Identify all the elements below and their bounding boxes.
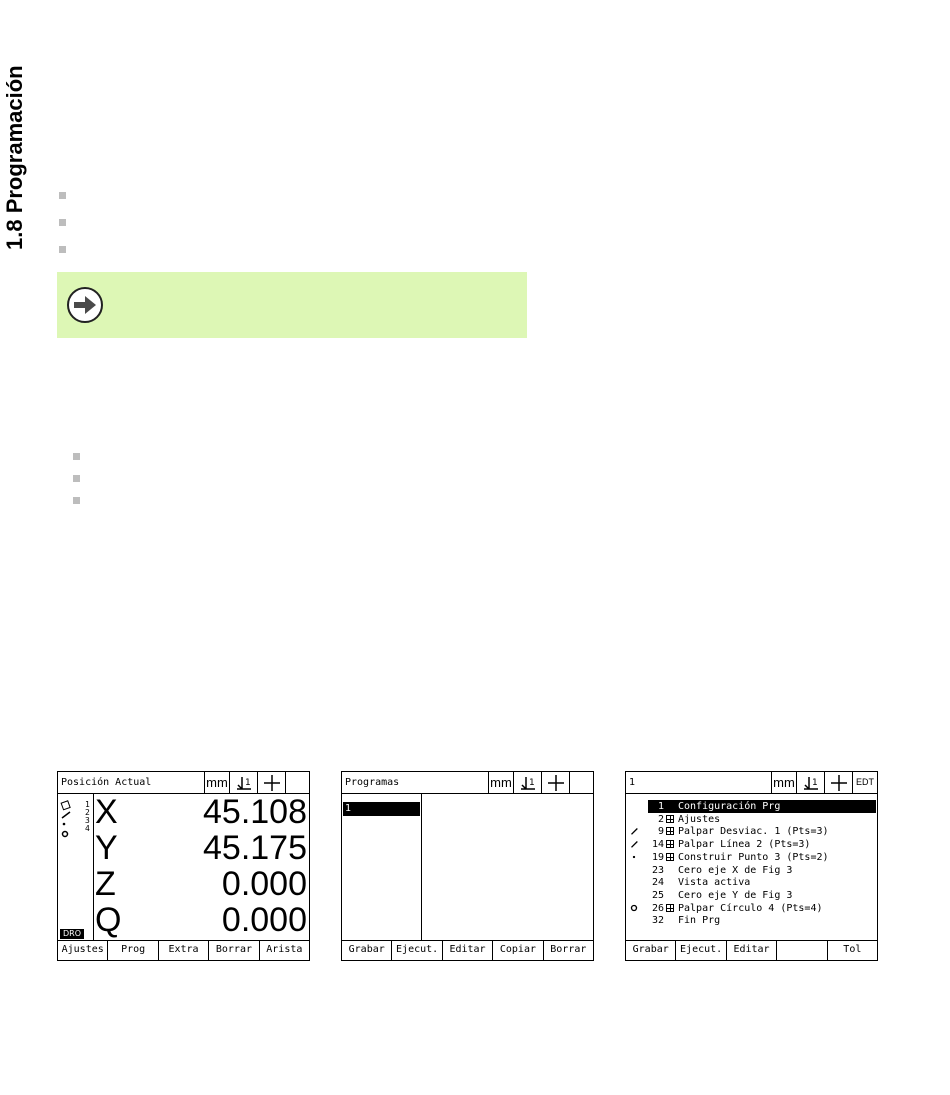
svg-text:1: 1 (528, 777, 535, 788)
step-number: 14 (651, 839, 664, 851)
list-bullet (73, 497, 80, 504)
feature-count: 1 (85, 800, 90, 809)
unit-indicator: mm (771, 772, 796, 793)
expand-icon[interactable] (666, 827, 674, 835)
feature-count-list (85, 801, 93, 833)
step-label: Palpar Círculo 4 (Pts=4) (678, 902, 823, 914)
svg-text:1: 1 (811, 777, 818, 788)
crosshair-icon (824, 772, 852, 793)
axis-value: 0.000 (221, 865, 307, 903)
softkey-grabar[interactable]: Grabar (632, 944, 669, 955)
program-list-item[interactable]: 1 (343, 802, 420, 816)
step-number: 9 (657, 826, 664, 838)
program-step[interactable] (626, 851, 877, 864)
list-bullet (59, 219, 66, 226)
step-label: Configuración Prg (678, 801, 781, 812)
program-step[interactable] (626, 838, 877, 851)
step-label: Construir Punto 3 (Pts=2) (678, 851, 829, 863)
softkey-arista[interactable]: Arista (259, 941, 309, 960)
softkey-extra[interactable]: Extra (158, 941, 208, 960)
svg-text:1: 1 (244, 777, 251, 788)
step-number: 19 (651, 851, 664, 863)
dro-screen (57, 771, 310, 961)
note-box (57, 272, 527, 338)
softkey-bar (58, 940, 309, 960)
list-bullet (59, 246, 66, 253)
expand-icon[interactable] (666, 840, 674, 848)
section-title-text: 1.8 Programación (2, 65, 27, 250)
unit-indicator: mm (204, 772, 229, 793)
softkey-borrar[interactable]: Borrar (208, 941, 258, 960)
step-label: Cero eje X de Fig 3 (678, 864, 793, 876)
step-number: 23 (651, 864, 664, 876)
crosshair-icon (257, 772, 285, 793)
feature-icons (60, 800, 74, 840)
softkey-blank[interactable] (776, 941, 826, 960)
softkey-editar[interactable]: Editar (442, 941, 492, 960)
program-step[interactable] (626, 876, 877, 889)
step-label: Cero eje Y de Fig 3 (678, 889, 793, 901)
softkey-tol[interactable]: Tol (827, 941, 877, 960)
list-bullet (73, 475, 80, 482)
softkey-bar (626, 940, 877, 960)
program-step[interactable] (626, 914, 877, 927)
step-number: 26 (651, 902, 664, 914)
screen-title: Posición Actual (61, 777, 152, 788)
step-label: Vista activa (678, 877, 751, 889)
step-label: Fin Prg (678, 915, 721, 927)
softkey-editar[interactable]: Editar (726, 941, 776, 960)
program-step[interactable] (626, 800, 877, 813)
softkey-ajustes[interactable]: Ajustes (61, 944, 104, 955)
axis-value: 45.108 (203, 793, 307, 831)
axis-row-x (94, 794, 307, 830)
program-editor-screen (625, 771, 878, 961)
section-title (0, 25, 30, 255)
dro-badge: DRO (60, 929, 84, 939)
axis-row-y (94, 830, 307, 866)
softkey-copiar[interactable]: Copiar (492, 941, 542, 960)
skew-icon (513, 772, 541, 793)
axis-row-z (94, 866, 307, 902)
softkey-prog[interactable]: Prog (107, 941, 157, 960)
feature-count: 4 (85, 824, 90, 833)
axis-value: 45.175 (203, 829, 307, 867)
list-bullet (73, 453, 80, 460)
axis-value: 0.000 (221, 901, 307, 939)
step-number: 1 (657, 801, 664, 812)
axis-letter: Q (95, 901, 122, 939)
step-label: Ajustes (678, 813, 721, 825)
step-number: 2 (657, 813, 664, 825)
program-step[interactable] (626, 813, 877, 826)
program-list-divider (421, 793, 422, 941)
program-step[interactable] (626, 889, 877, 902)
screen-title: 1 (629, 777, 636, 788)
axis-letter: Z (95, 865, 116, 903)
feature-count: 3 (85, 816, 90, 825)
unit-indicator: mm (488, 772, 513, 793)
axis-letter: X (95, 793, 118, 831)
screen-title: Programas (345, 777, 400, 788)
edit-mode-indicator: EDT (852, 772, 877, 793)
list-bullet (59, 192, 66, 199)
screen-header (342, 772, 593, 794)
step-number: 32 (651, 915, 664, 927)
skew-icon (229, 772, 257, 793)
step-label: Palpar Desviac. 1 (Pts=3) (678, 826, 829, 838)
axis-row-q (94, 902, 307, 938)
screen-header (58, 772, 309, 794)
crosshair-icon (541, 772, 569, 793)
softkey-ejecut[interactable]: Ejecut. (675, 941, 725, 960)
step-number: 24 (651, 877, 664, 889)
program-step[interactable] (626, 902, 877, 915)
arrow-right-icon (66, 286, 104, 324)
softkey-bar (342, 940, 593, 960)
step-label: Palpar Línea 2 (Pts=3) (678, 839, 811, 851)
programs-screen (341, 771, 594, 961)
program-step[interactable] (626, 825, 877, 838)
softkey-grabar[interactable]: Grabar (348, 944, 385, 955)
skew-icon (796, 772, 824, 793)
feature-count: 2 (85, 808, 90, 817)
expand-icon[interactable] (666, 904, 674, 912)
screen-header (626, 772, 877, 794)
softkey-borrar[interactable]: Borrar (543, 941, 593, 960)
expand-icon[interactable] (666, 815, 674, 823)
program-step[interactable] (626, 864, 877, 877)
softkey-ejecut[interactable]: Ejecut. (391, 941, 441, 960)
header-blank-cell (569, 772, 593, 793)
step-number: 25 (651, 889, 664, 901)
expand-icon[interactable] (666, 853, 674, 861)
header-blank-cell (285, 772, 309, 793)
axis-letter: Y (95, 829, 118, 867)
